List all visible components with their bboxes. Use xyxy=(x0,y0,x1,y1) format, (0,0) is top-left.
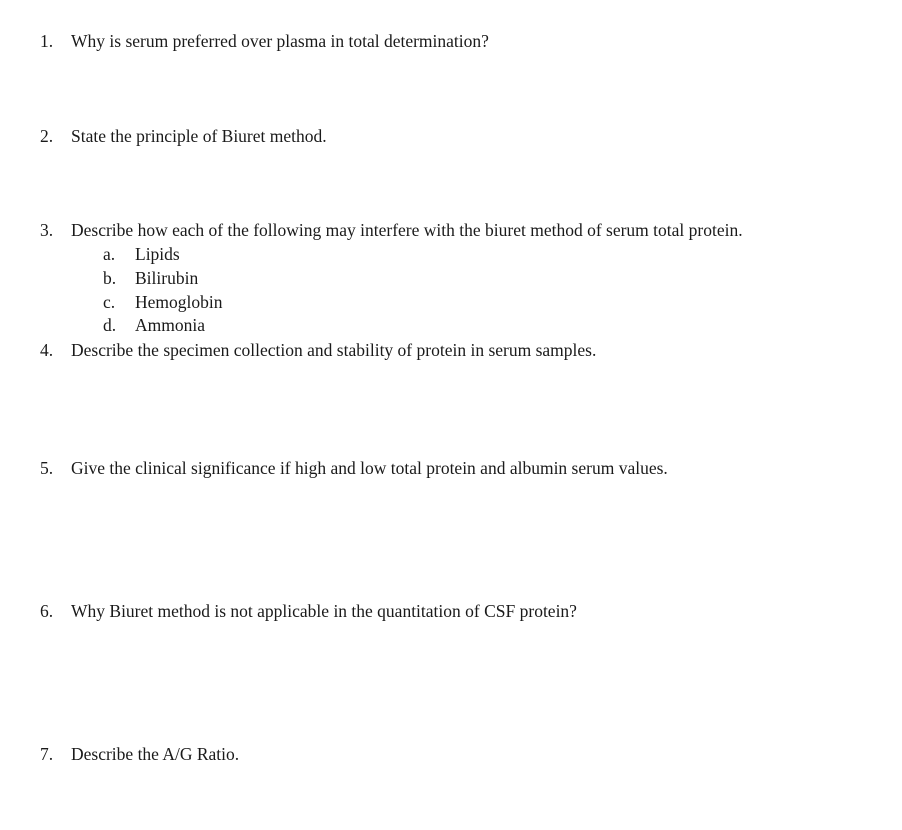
subitem-letter: d. xyxy=(103,315,117,335)
question-1 xyxy=(40,31,489,52)
subitem-d xyxy=(103,315,205,336)
subitem-text: Hemoglobin xyxy=(135,292,223,312)
question-5 xyxy=(40,458,668,479)
question-number: 6. xyxy=(40,601,54,621)
question-text: Why Biuret method is not applicable in the quantitation of CSF protein? xyxy=(71,601,577,621)
question-6 xyxy=(40,601,577,622)
subitem-letter: a. xyxy=(103,244,116,264)
question-text: State the principle of Biuret method. xyxy=(71,126,327,146)
question-7 xyxy=(40,744,239,765)
question-text: Give the clinical significance if high and low total protein and albumin serum values. xyxy=(71,458,668,478)
question-number: 4. xyxy=(40,340,54,360)
question-number: 2. xyxy=(40,126,54,146)
question-number: 5. xyxy=(40,458,54,478)
subitem-text: Ammonia xyxy=(135,315,205,335)
subitem-letter: c. xyxy=(103,292,116,312)
question-number: 7. xyxy=(40,744,54,764)
question-text: Describe the A/G Ratio. xyxy=(71,744,240,764)
question-4 xyxy=(40,340,596,361)
question-number: 1. xyxy=(40,31,54,51)
question-number: 3. xyxy=(40,220,54,240)
subitem-b xyxy=(103,268,198,289)
subitem-text: Bilirubin xyxy=(135,268,199,288)
question-text: Describe how each of the following may interfere with the biuret method of serum total protein. xyxy=(71,220,743,240)
question-2 xyxy=(40,126,327,147)
question-text: Describe the specimen collection and stability of protein in serum samples. xyxy=(71,340,597,360)
subitem-a xyxy=(103,244,180,265)
subitem-letter: b. xyxy=(103,268,117,288)
question-text: Why is serum preferred over plasma in total determination? xyxy=(71,31,489,51)
subitem-c xyxy=(103,292,223,313)
subitem-text: Lipids xyxy=(135,244,180,264)
question-3 xyxy=(40,220,743,241)
